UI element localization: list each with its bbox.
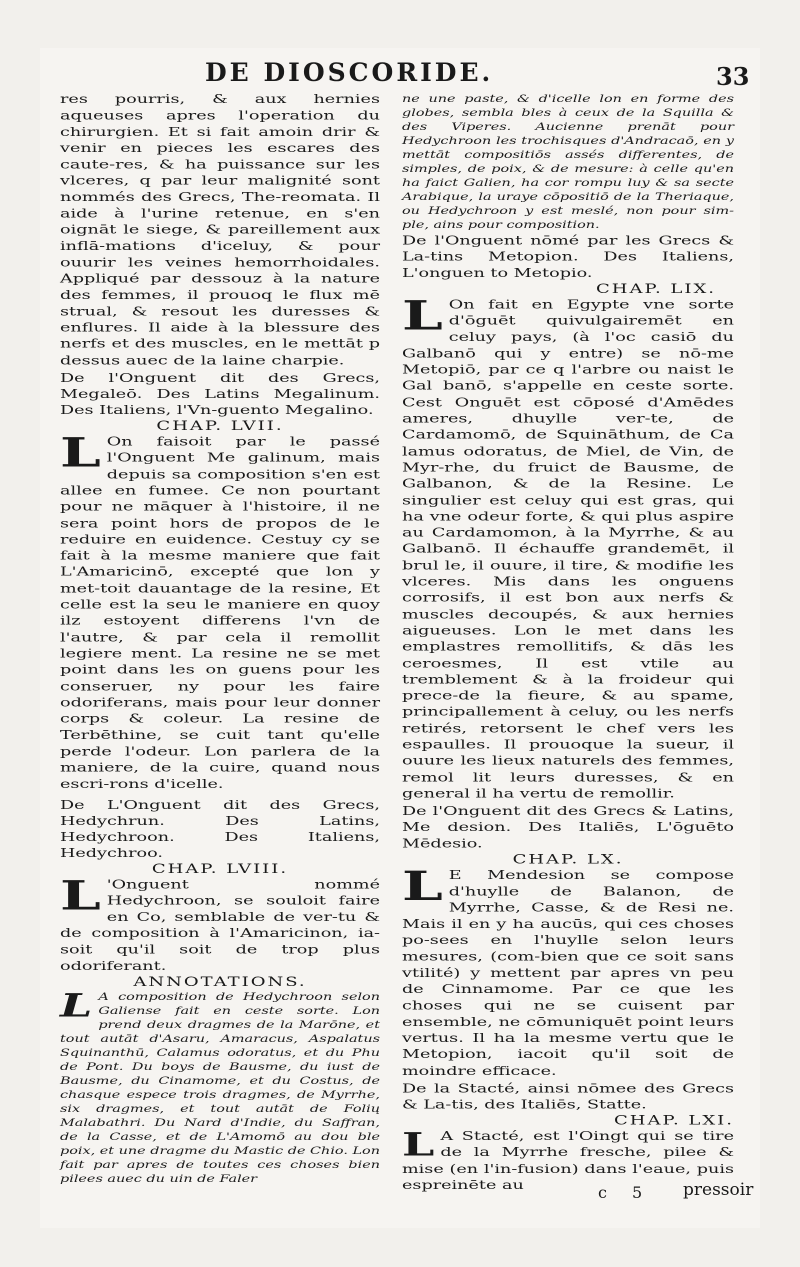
drop-cap: L (60, 871, 101, 920)
chapter-58-body: 'Onguent nommé Hedychroon, se souloit faire en Co, semblable de ver-tu & de composition à l'Amaricinon, ia-soit qu'il soit de trop plus odoriferant. (60, 877, 380, 974)
annotations-continuation: ne une paste, & d'icelle lon en forme des globes, sembla bles à ceux de la Squilla & des Viperes. Aucienne prenāt pour Hedychroon les trochisques d'Andracaō, en y mettāt compositiōs assés differentes, de simples, de poix, & de mesure: à celle qu'en ha faict Galien, ha cor rompu luy & sa secte Arabique, la uraye cōpositiō de la Theriaque, ou Hedychroon y est meslé, non pour sim-ple, ains pour composition. (402, 93, 734, 231)
chapter-60-text (402, 862, 734, 1080)
chapter-60-title: CHAP. LX. (512, 852, 624, 868)
annotations-body: A composition de Hedychroon selon Galiense fait en ceste sorte. Lon prend deux dragmes de la Marōne, et tout autāt d'Asaru, Amaracus, Aspalatus Squinanthū, Calamus odoratus, et du Phu de Pont. Du boys de Bausme, du iust de Bausme, du Cinamome, et du Costus, de chasque espece trois dragmes, de Myrrhe, six dragmes, et tout autāt de Folių Malabathri. Du Nard d'Indie, du Saffran, de la Casse, et de L'Amomō au dou ble poix, et une dragme du Mastic de Chio. Lon fait par apres de toutes ces choses bien pilees auec du uin de Faler (60, 991, 380, 1185)
signature-mark: c 5 (598, 1183, 653, 1202)
chapter-59-text (402, 291, 734, 803)
section-heading-60: De l'Onguent dit des Grecs & Latins, Me desion. Des Italiēs, L'ōguēto Mēdesio. (402, 804, 734, 851)
chapter-57-body: On faisoit par le passé l'Onguent Me galinum, mais depuis sa composition s'en est allee en fumee. Ce non pourtant pour ne māquer à l'histoire, il ne sera point hors de propos de le reduire en euidence. Cestuy cy se fait à la mesme maniere que fait L'Amaricinō, excepté que lon y met-toit dauantage de la resine, Et celle est la seu le maniere en quoy ilz estoyent differens l'vn de l'autre, & par cela il remollit legiere ment. La resine ne se met point dans les on guens pour les conseruer, ny pour les faire odoriferans, mais pour leur donner corps & coleur. La resine de Terbēthine, se cuit tant qu'elle perde l'odeur. Lon parlera de la maniere, de la cuire, quand nous escri-rons d'icelle. (60, 435, 380, 792)
section-heading-57: De l'Onguent dit des Grecs, Megaleō. Des Latins Megalinum. Des Italiens, l'Vn-guento Megalino. (60, 371, 380, 418)
right-column (402, 92, 734, 1194)
chapter-58-title: CHAP. LVIII. (151, 861, 289, 877)
chapter-58-text (60, 871, 380, 975)
drop-cap: L (60, 986, 93, 1025)
catchword: pressoir (683, 1180, 754, 1200)
page-number: 33 (716, 62, 750, 91)
drop-cap: L (60, 428, 101, 477)
section-heading-61: De la Stacté, ainsi nōmee des Grecs & La-tis, des Italiēs, Statte. (402, 1081, 734, 1112)
chapter-59-title: CHAP. LIX. (596, 281, 716, 297)
drop-cap: L (402, 291, 443, 340)
annotations-text (60, 986, 380, 1186)
drop-cap: L (402, 862, 443, 910)
chapter-60-body: E Mendesion se compose d'huylle de Balanon, de Myrrhe, Casse, & de Resi ne. Mais il en y ha aucūs, qui ces choses po-sees en l'huylle selon leurs mesures, (com-bien que ce soit sans vtilité) y mettent par apres vn peu de Cinnamome. Par ce que les choses qui ne se cuisent par ensemble, ne cōmuniquēt point leurs vertus. Il ha la mesme vertu que le Metopion, iacoit qu'il soit de moindre efficace. (402, 868, 734, 1079)
chapter-61-body: A Stacté, est l'Oingt qui se tire de la Myrrhe fresche, pilee & mise (en l'in-fusion) dans l'eaue, puis espreinēte au (402, 1129, 734, 1193)
left-column (60, 92, 380, 1186)
chapter-57-text (60, 428, 380, 793)
running-header: DE DIOSCORIDE. (205, 58, 494, 87)
paragraph-continuation: res pourris, & aux hernies aqueuses apres l'operation du chirurgien. Et si fait amoin drir & venir en pieces les escares des caute-res, & ha puissance sur les vlceres, q par leur malignité sont nommés des Grecs, The-reomata. Il aide à l'urine retenue, en s'en oignāt le siege, & pareillement aux inflā-mations d'iceluy, & pour ouurir les veines hemorrhoidales. Appliqué par dessouz à la nature des femmes, il prouoq le flux mē strual, & resout les duresses & enflures. Il aide à la blessure des nerfs et des muscles, en le mettāt p dessus auec de la laine charpie. (60, 92, 380, 368)
chapter-61-title: CHAP. LXI. (614, 1113, 734, 1129)
annotations-title: ANNOTATIONS. (133, 974, 307, 990)
drop-cap: L (402, 1125, 435, 1164)
chapter-57-title: CHAP. LVII. (156, 418, 284, 434)
section-heading-59: De l'Onguent nōmé par les Grecs & La-tins Metopion. Des Italiens, L'onguen to Metopio. (402, 234, 734, 281)
chapter-59-body: On fait en Egypte vne sorte d'ōguēt quivulgairemēt en celuy pays, (à l'oc casiō du Galbanō qui y entre) se nō-me Metopiō, par ce q l'arbre ou naist le Gal banō, s'appelle en ceste sorte. Cest Onguēt est cōposé d'Amēdes ameres, dhuylle ver-te, de Cardamomō, de Squināthum, de Ca lamus odoratus, de Miel, de Vin, de Myr-rhe, du fruict de Bausme, de Galbanon, & de la Resine. Le singulier est celuy qui est gras, qui ha vne odeur forte, & qui plus aspire au Cardamomon, à la Myrrhe, & au Galbanō. Il échauffe grandemēt, il brul le, il ouure, il tire, & modifie les vlceres. Mis dans les onguens corrosifs, il est bon aux nerfs & muscles decoupés, & aux hernies aigueuses. Lon le met dans les emplastres remollitifs, & dās les ceroesmes, Il est vtile au tremblement & à la froideur qui prece-de la fieure, & au spame, principallement à celuy, ou les nerfs retirés, retorsent le chef vers les espaulles. Il prouoque la sueur, il ouure les lieux naturels des femmes, remol lit leurs duresses, & en general il ha vertu de remollir. (402, 297, 734, 802)
section-heading-58: De L'Onguent dit des Grecs, Hedychrun. Des Latins, Hedychroon. Des Italiens, Hedychroo. (60, 798, 380, 861)
